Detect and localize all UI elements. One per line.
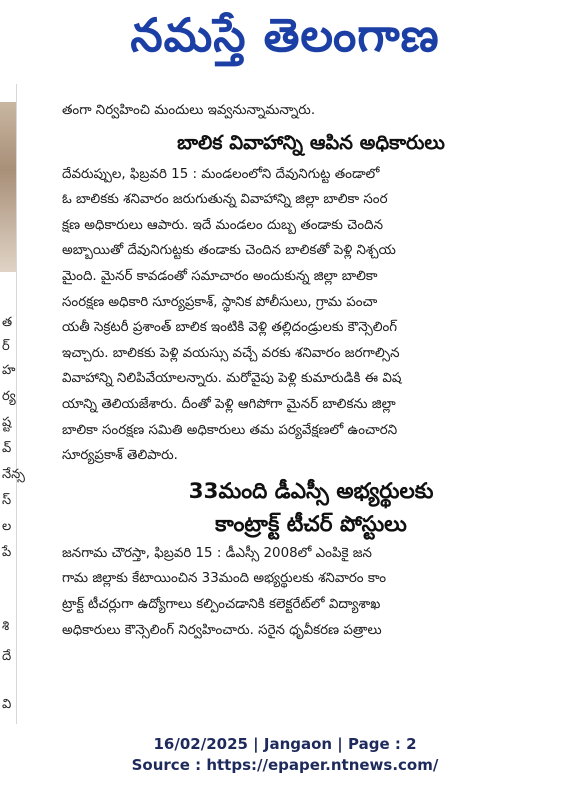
masthead — [0, 0, 570, 82]
article-body — [62, 162, 560, 469]
article-column — [62, 84, 560, 643]
source-link[interactable]: Source : https://epaper.ntnews.com/ — [131, 756, 439, 774]
body-line: వివాహాన్ని నిలిపివేయాలన్నారు. మరోవైపు పెళ్లి కుమారుడికి ఈ విష — [62, 371, 402, 387]
page-footer — [0, 734, 570, 776]
body-line: బాలికా సంరక్షణ సమితి అధికారులు తమ పర్యవేక్షణలో ఉంచారని — [62, 422, 398, 438]
article-headline — [62, 475, 560, 541]
body-line: యాన్ని తెలియజేశారు. దీంతో పెళ్లి ఆగిపోగా మైనర్ బాలికను జిల్లా — [62, 396, 396, 412]
adjacent-text-fragment: పే — [2, 545, 12, 560]
body-line: తంగా నిర్వహించి మందులు ఇవ్వనున్నామన్నారు. — [62, 103, 316, 118]
adjacent-column-strip — [0, 84, 25, 724]
article-body — [62, 541, 560, 643]
adjacent-photo — [0, 102, 16, 272]
newspaper-logo: నమస్తే తెలంగాణ — [130, 8, 440, 62]
body-line: దేవరుప్పుల, ఫిబ్రవరి 15 : మండలంలోని దేవునిగుట్ట తండాలో — [62, 166, 380, 182]
body-line: ఇచ్చారు. బాలికకు పెళ్లి వయస్సు వచ్చే వరకు శనివారం జరగాల్సిన — [62, 345, 400, 361]
body-line: మైంది. మైనర్ కావడంతో సమాచారం అందుకున్న జిల్లా బాలికా — [62, 268, 378, 284]
headline-line: కాంట్రాక్ట్ టీచర్ పోస్టులు — [215, 511, 407, 537]
previous-article-continuation — [62, 84, 560, 124]
cut-off-line — [62, 84, 560, 98]
adjacent-text-fragment: దే — [2, 649, 12, 664]
body-line: ట్రాక్ట్ టీచర్లుగా ఉద్యోగాలు కల్పించడానికి కలెక్టరేట్‌లో విద్యాశాఖ — [62, 596, 381, 612]
adjacent-text-fragment: ష్ట — [2, 415, 12, 430]
newspaper-clipping — [0, 84, 570, 724]
body-line: యతీ సెక్రటరీ ప్రశాంత్ బాలిక ఇంటికి వెళ్లి తల్లిదండ్రులకు కౌన్సెలింగ్ — [62, 320, 398, 336]
adjacent-text-fragment: వ్ — [2, 441, 12, 456]
adjacent-text-fragment: ర్య — [2, 389, 16, 404]
body-line: సూర్యప్రకాశ్ తెలిపారు. — [62, 448, 178, 464]
adjacent-text-fragment: వి — [2, 697, 12, 712]
body-line: అధికారులు కౌన్సెలింగ్ నిర్వహించారు. సరైన ధృవీకరణ పత్రాలు — [62, 622, 382, 638]
headline-line: 33మంది డీఎస్సీ అభ్యర్థులకు — [188, 478, 434, 504]
adjacent-text-fragment: త — [2, 315, 13, 330]
adjacent-text-fragment: నేన్స — [2, 467, 25, 482]
edition-info: 16/02/2025 | Jangaon | Page : 2 — [153, 735, 417, 753]
headline-line: బాలిక వివాహాన్ని ఆపిన అధికారులు — [177, 130, 445, 154]
adjacent-text-fragment: ల — [2, 519, 12, 534]
adjacent-text-fragment: ర్ — [2, 339, 10, 354]
body-line: సంరక్షణ అధికారి సూర్యప్రకాశ్, స్థానిక పోలీసులు, గ్రామ పంచా — [62, 294, 378, 310]
body-line: జనగామ చౌరస్తా, ఫిబ్రవరి 15 : డీఎస్సీ 2008లో ఎంపికై జన — [62, 545, 372, 561]
body-line: క్షణ అధికారులు ఆపారు. ఇదే మండలం దుబ్బ తండాకు చెందిన — [62, 217, 383, 233]
adjacent-text-fragment: స్ — [2, 493, 12, 508]
article-headline — [62, 128, 560, 158]
adjacent-text-fragment: శి — [2, 619, 10, 634]
adjacent-text-fragment: హ — [2, 363, 16, 378]
body-line: అబ్బాయితో దేవునిగుట్టకు తండాకు చెందిన బాలికతో పెళ్లి నిశ్చయ — [62, 243, 396, 259]
body-line: గామ జిల్లాకు కేటాయించిన 33మంది అభ్యర్థులకు శనివారం కాం — [62, 571, 387, 587]
body-line: ఓ బాలికకు శనివారం జరుగుతున్న వివాహాన్ని జిల్లా బాలికా సంర — [62, 192, 388, 208]
